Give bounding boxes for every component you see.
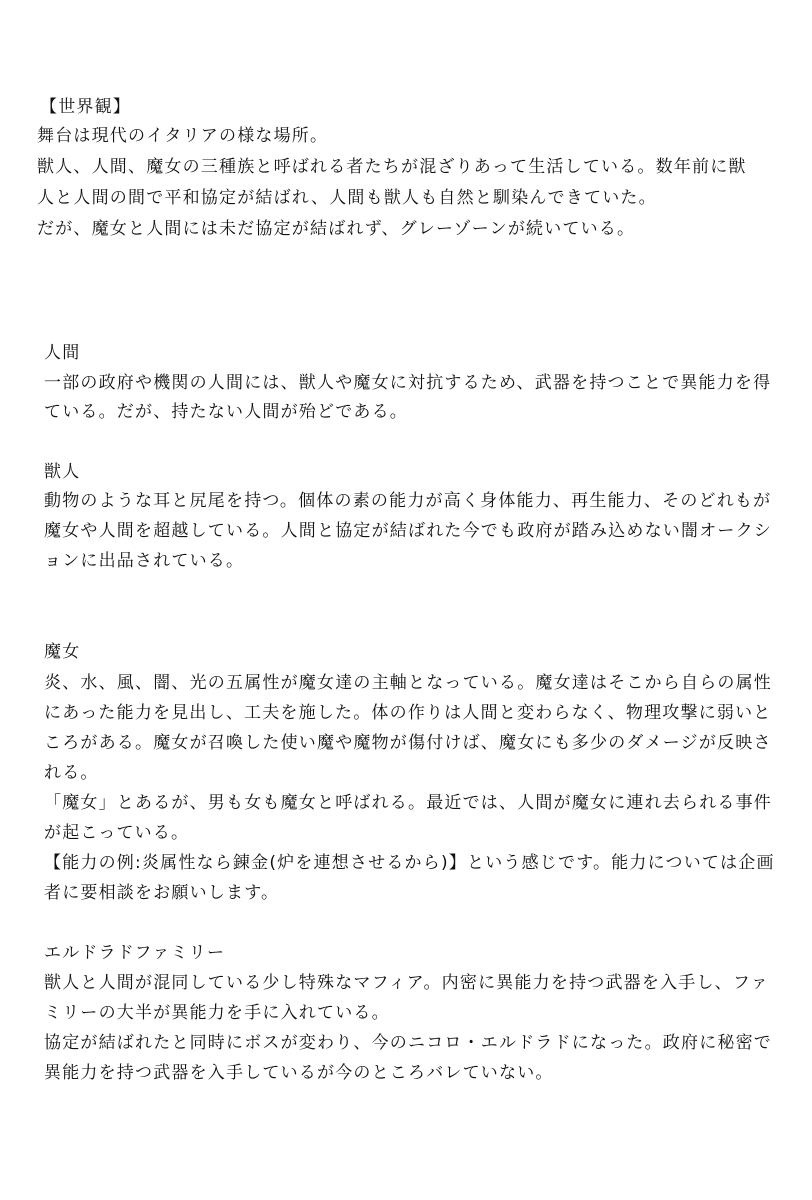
section-heading: 【世界観】 — [40, 97, 131, 117]
paragraph-line: にあった能力を見出し、工夫を施した。体の作りは人間と変わらなく、物理攻撃に弱いと — [44, 703, 772, 723]
paragraph-line: ころがある。魔女が召喚した使い魔や魔物が傷付けば、魔女にも多少のダメージが反映さ — [44, 733, 772, 753]
paragraph-line: 一部の政府や機関の人間には、獣人や魔女に対抗するため、武器を持つことで異能力を得 — [44, 373, 772, 393]
paragraph-line: ョンに出品されている。 — [44, 551, 245, 571]
paragraph-line: だが、魔女と人間には未だ協定が結ばれず、グレーゾーンが続いている。 — [37, 219, 636, 239]
paragraph-line: 「魔女」とあるが、男も女も魔女と呼ばれる。最近では、人間が魔女に連れ去られる事件 — [44, 793, 772, 813]
paragraph-line: 動物のような耳と尻尾を持つ。個体の素の能力が高く身体能力、再生能力、そのどれもが — [44, 491, 772, 511]
paragraph-line: が起こっている。 — [44, 823, 190, 843]
section-heading: 獣人 — [44, 462, 81, 482]
paragraph-line: 魔女や人間を超越している。人間と協定が結ばれた今でも政府が踏み込めない闇オークシ — [44, 521, 772, 541]
section-heading: 人間 — [44, 343, 81, 363]
paragraph-line: ている。だが、持たない人間が殆どである。 — [44, 402, 408, 422]
paragraph-line: 獣人と人間が混同している少し特殊なマフィア。内密に異能力を持つ武器を入手し、ファ — [44, 973, 769, 993]
paragraph-line: 獣人、人間、魔女の三種族と呼ばれる者たちが混ざりあって生活している。数年前に獣 — [37, 157, 747, 177]
paragraph-line: 異能力を持つ武器を入手しているが今のところバレていない。 — [44, 1063, 554, 1083]
paragraph-line: 舞台は現代のイタリアの様な場所。 — [37, 126, 329, 146]
section-heading: エルドラドファミリー — [44, 943, 226, 963]
paragraph-line: れる。 — [44, 763, 99, 783]
paragraph-line: 人と人間の間で平和協定が結ばれ、人間も獣人も自然と馴染んできていた。 — [37, 188, 657, 208]
paragraph-line: 【能力の例:炎属性なら錬金(炉を連想させるから)】という感じです。能力については企画 — [44, 853, 775, 873]
paragraph-line: 炎、水、風、闇、光の五属性が魔女達の主軸となっている。魔女達はそこから自らの属性 — [44, 673, 772, 693]
paragraph-line: 者に要相談をお願いします。 — [44, 883, 280, 903]
section-heading: 魔女 — [44, 642, 81, 662]
paragraph-line: ミリーの大半が異能力を手に入れている。 — [44, 1003, 390, 1023]
paragraph-line: 協定が結ばれたと同時にボスが変わり、今のニコロ・エルドラドになった。政府に秘密で — [44, 1033, 772, 1053]
